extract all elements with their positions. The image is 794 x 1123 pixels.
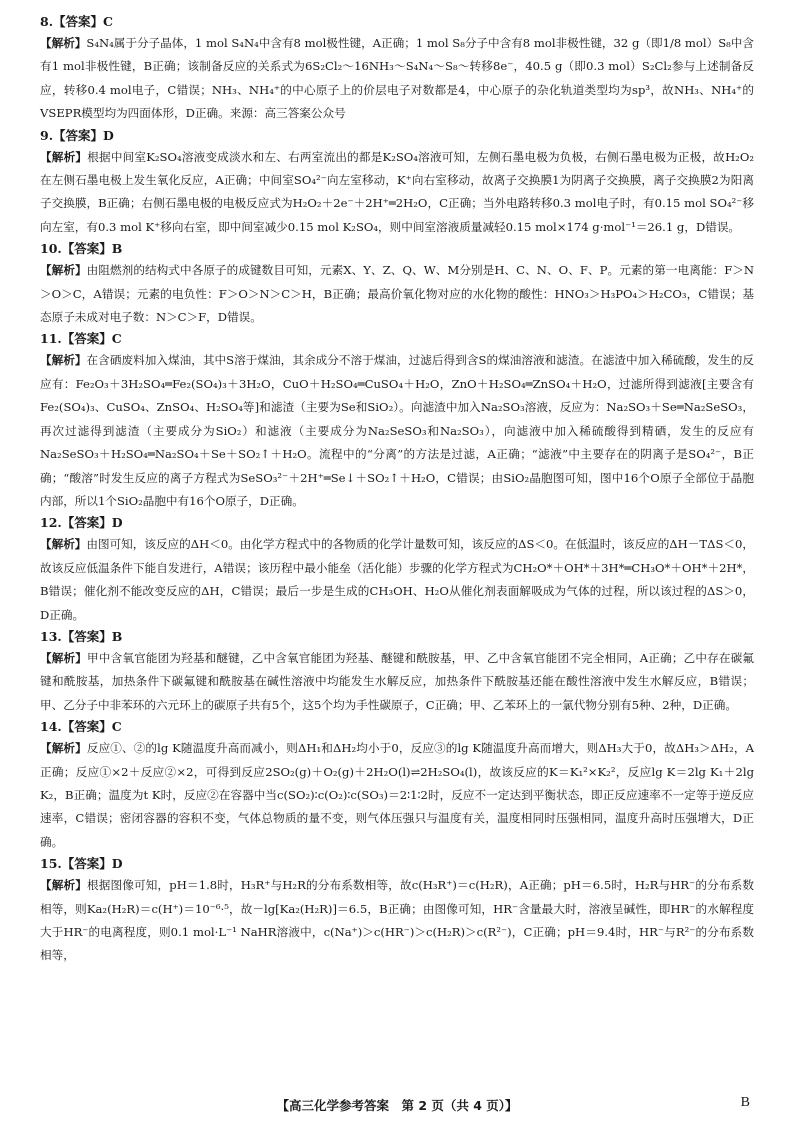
explanation <box>40 349 754 513</box>
explanation-label: 【解析】 <box>40 353 87 368</box>
explanation <box>40 647 754 717</box>
explanation-text: 根据中间室K₂SO₄溶液变成淡水和左、右两室流出的都是K₂SO₄溶液可知，左侧石墨电极为负极，右侧石墨电极为正极，故H₂O₂在左侧石墨电极上发生氧化反应，A正确；中间室SO₄²⁻向左室移动，K⁺向右室移动，故离子交换膜1为阴离子交换膜，离子交换膜2为阳离子交换膜，B正确；右侧石墨电极的电极反应式为H₂O₂＋2e⁻＋2H⁺═2H₂O，C正确；当外电路转移0.3 mol电子时，有0.15 mol SO₄²⁻移向左室，有0.3 mol K⁺移向右室，即中间室减少0.15 mol K₂SO₄，则中间室溶液质量减轻0.15 mol×174 g·mol⁻¹＝26.1 g，D错误。 <box>40 149 754 234</box>
explanation-text: 甲中含氧官能团为羟基和醚键，乙中含氧官能团为羟基、醚键和酰胺基，甲、乙中含氧官能团不完全相同，A正确；乙中存在碳氟键和酰胺基，加热条件下碳氟键和酰胺基在碱性溶液中均能发生水解反应，加热条件下酰胺基还能在酸性溶液中发生水解反应，B错误；甲、乙分子中非苯环的六元环上的碳原子共有5个，这5个均为手性碳原子，C正确；甲、乙苯环上的一氯代物分别有5种、2种，D正确。 <box>40 650 754 712</box>
explanation <box>40 259 754 329</box>
answer-line: 10.【答案】B <box>40 241 123 257</box>
explanation-text: 由图可知，该反应的ΔH＜0。由化学方程式中的各物质的化学计量数可知，该反应的ΔS＜0。在低温时，该反应的ΔH－TΔS＜0，故该反应低温条件下能自发进行，A错误；该历程中最小能垒（活化能）步骤的化学方程式为CH₂O*＋OH*＋3H*═CH₃O*＋OH*＋2H*，B错误；催化剂不能改变反应的ΔH，C错误；最后一步是生成的CH₃OH、H₂O从催化剂表面解吸成为气体的过程，所以该过程的ΔS＞0，D正确。 <box>40 537 754 622</box>
explanation-label: 【解析】 <box>40 36 87 50</box>
answer-line: 14.【答案】C <box>40 719 122 735</box>
explanation <box>40 874 754 968</box>
explanation-text: 由阻燃剂的结构式中各原子的成键数目可知，元素X、Y、Z、Q、W、M分别是H、C、N、O、F、P。元素的第一电离能：F＞N＞O＞C，A错误；元素的电负性：F＞O＞N＞C＞H，B正确；最高价氧化物对应的水化物的酸性：HNO₃＞H₃PO₄＞H₂CO₃，C错误；基态原子未成对电子数：N＞C＞F，D错误。 <box>40 263 754 325</box>
explanation-text: 根据图像可知，pH＝1.8时，H₃R⁺与H₂R的分布系数相等，故c(H₃R⁺)＝c(H₂R)，A正确；pH＝6.5时，H₂R与HR⁻的分布系数相等，则Ka₂(H₂R)＝c(H⁺)＝10⁻⁶·⁵，故－lg[Ka₂(H₂R)]＝6.5，B正确；由图像可知，HR⁻含量最大时，溶液呈碱性，即HR⁻的水解程度大于HR⁻的电离程度，则0.1 mol·L⁻¹ NaHR溶液中，c(Na⁺)＞c(HR⁻)＞c(H₂R)＞c(R²⁻)，C正确；pH＝9.4时，HR⁻与R²⁻的分布系数相等， <box>40 878 754 963</box>
explanation-text: 反应①、②的lg K随温度升高而减小，则ΔH₁和ΔH₂均小于0，反应③的lg K随温度升高而增大，则ΔH₃大于0，故ΔH₃＞ΔH₂，A正确；反应①×2＋反应②×2，可得到反应2SO₂(g)＋O₂(g)＋2H₂O(l)⇌2H₂SO₄(l)，故该反应的K＝K₁²×K₂²，反应lg K＝2lg K₁＋2lg K₂，B正确；温度为t K时，反应②在容器中当c(SO₂)∶c(O₂)∶c(SO₃)＝2∶1∶2时，反应不一定达到平衡状态，即正反应速率不一定等于逆反应速率，C错误；密闭容器的容积不变，气体总物质的量不变，则气体压强只与温度有关，温度相同时压强相同，温度升高时压强增大，D正确。 <box>40 741 754 849</box>
explanation <box>40 737 754 854</box>
explanation-label: 【解析】 <box>40 263 87 278</box>
answer-line: 12.【答案】D <box>40 515 123 531</box>
explanation <box>40 533 754 627</box>
question-14 <box>40 717 754 854</box>
explanation <box>40 146 754 240</box>
page-footer: 【高三化学参考答案 第 2 页（共 4 页）】 <box>276 1098 518 1113</box>
explanation-label: 【解析】 <box>40 149 88 164</box>
explanation-text: 在含硒废料加入煤油，其中S溶于煤油，其余成分不溶于煤油，过滤后得到含S的煤油溶液和滤渣。在滤渣中加入稀硫酸，发生的反应有：Fe₂O₃＋3H₂SO₄═Fe₂(SO₄)₃＋3H₂O，CuO＋H₂SO₄═CuSO₄＋H₂O，ZnO＋H₂SO₄═ZnSO₄＋H₂O，过滤所得到滤液[主要含有Fe₂(SO₄)₃、CuSO₄、ZnSO₄、H₂SO₄等]和滤渣（主要为Se和SiO₂）。向滤渣中加入Na₂SO₃溶液，反应为：Na₂SO₃＋Se═Na₂SeSO₃，再次过滤得到滤渣（主要成分为SiO₂）和滤液（主要成分为Na₂SeSO₃和Na₂SO₃），向滤液中加入稀硫酸得到精硒，发生的反应有Na₂SeSO₃＋H₂SO₄═Na₂SO₄＋Se＋SO₂↑＋H₂O。流程中的“分离”的方法是过滤，A正确；“滤液”中主要存在的阴离子是SO₄²⁻，B正确；“酸溶”时发生反应的离子方程式为SeSO₃²⁻＋2H⁺═Se↓＋SO₂↑＋H₂O，C错误；由SiO₂晶胞图可知，图中16个O原子全部位于晶胞内部，所以1个SiO₂晶胞中有16个O原子，D正确。 <box>40 353 754 508</box>
version-mark: B <box>740 1095 750 1110</box>
question-11 <box>40 329 754 513</box>
explanation-label: 【解析】 <box>40 537 87 552</box>
answer-line: 9.【答案】D <box>40 127 114 143</box>
explanation-label: 【解析】 <box>40 650 88 665</box>
explanation-label: 【解析】 <box>40 878 88 893</box>
question-15 <box>40 854 754 968</box>
answer-line: 13.【答案】B <box>40 628 123 644</box>
question-10 <box>40 239 754 329</box>
question-13 <box>40 627 754 717</box>
question-12 <box>40 513 754 627</box>
answer-line: 11.【答案】C <box>40 331 122 347</box>
explanation <box>40 32 754 126</box>
explanation-text: S₄N₄属于分子晶体，1 mol S₄N₄中含有8 mol极性键，A正确；1 mol S₈分子中含有8 mol非极性键，32 g（即1/8 mol）S₈中含有1 mol非极性键，B正确；该制备反应的关系式为6S₂Cl₂～16NH₃～S₄N₄～S₈～转移8e⁻，40.5 g（即0.3 mol）S₂Cl₂参与上述制备反应，转移0.4 mol电子，C错误；NH₃、NH₄⁺的中心原子上的价层电子对数都是4，中心原子的杂化轨道类型均为sp³，故NH₃、NH₄⁺的VSEPR模型均为四面体形，D正确。来源：高三答案公众号 <box>40 36 754 121</box>
explanation-label: 【解析】 <box>40 741 87 756</box>
question-8 <box>40 12 754 126</box>
answer-line: 15.【答案】D <box>40 856 123 872</box>
question-9 <box>40 126 754 240</box>
answer-line: 8.【答案】C <box>40 14 113 29</box>
